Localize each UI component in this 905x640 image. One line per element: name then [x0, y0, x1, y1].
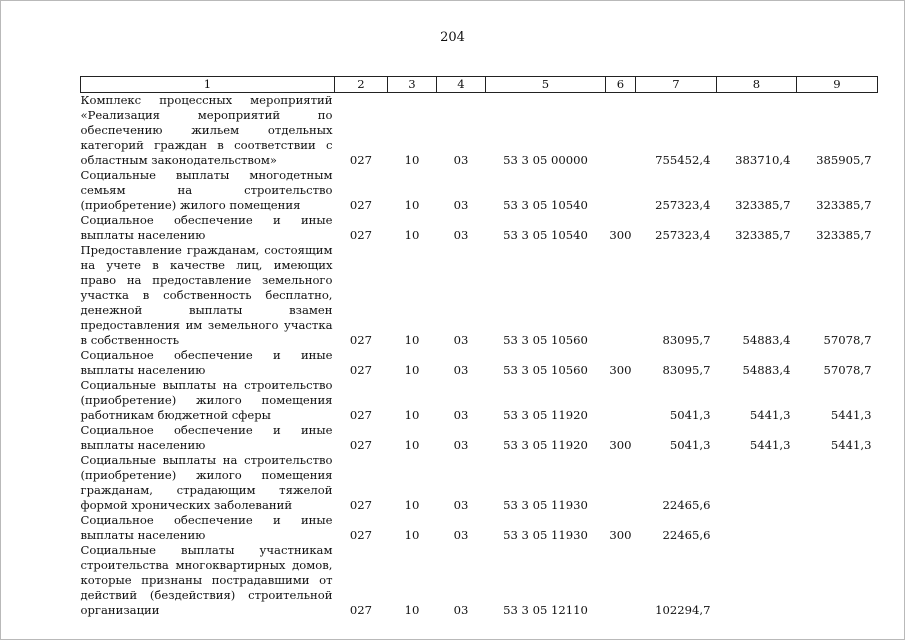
cell-section: 10: [404, 528, 420, 542]
row-name: Социальные выплаты на строительство (приобретение) жилого помещения гражданам, страдающим тяжелой формой хронических заболеваний: [80, 453, 333, 512]
cell-target-article: 53 3 05 10560: [503, 363, 588, 377]
table-row: [81, 513, 878, 543]
cell-ministry: 027: [349, 198, 373, 212]
cell-ministry: 027: [349, 438, 373, 452]
cell-expense-type: [606, 93, 636, 169]
cell-amount-col8: 5441,3: [749, 408, 791, 422]
cell-subsection: 03: [453, 498, 469, 512]
cell-amount-col8: 5441,3: [749, 438, 791, 452]
cell-amount-col7: 83095,7: [662, 333, 711, 347]
cell-amount-col8: [717, 513, 797, 543]
row-name: Социальные выплаты на строительство (приобретение) жилого помещения работникам бюджетной сферы: [80, 378, 333, 422]
cell-section: 10: [404, 603, 420, 617]
table-row: [81, 543, 878, 618]
cell-section: 10: [404, 333, 420, 347]
cell-subsection: 03: [453, 228, 469, 242]
cell-expense-type: 300: [609, 228, 632, 242]
column-header: 4: [437, 77, 486, 93]
cell-target-article: 53 3 05 11920: [503, 408, 588, 422]
cell-target-article: 53 3 05 12110: [503, 603, 588, 617]
cell-amount-col9: 57078,7: [823, 363, 872, 377]
cell-section: 10: [404, 153, 420, 167]
cell-amount-col9: 323385,7: [816, 198, 872, 212]
table-row: [81, 213, 878, 243]
column-header: 1: [81, 77, 335, 93]
cell-subsection: 03: [453, 408, 469, 422]
table-row: [81, 453, 878, 513]
cell-ministry: 027: [349, 603, 373, 617]
column-header: 2: [335, 77, 388, 93]
cell-ministry: 027: [349, 333, 373, 347]
cell-ministry: 027: [349, 528, 373, 542]
column-header: 9: [797, 77, 878, 93]
cell-target-article: 53 3 05 10540: [503, 228, 588, 242]
cell-target-article: 53 3 05 10540: [503, 198, 588, 212]
cell-amount-col7: 5041,3: [669, 438, 711, 452]
cell-expense-type: [606, 453, 636, 513]
cell-target-article: 53 3 05 11930: [503, 498, 588, 512]
column-header: 6: [606, 77, 636, 93]
table-row: [81, 378, 878, 423]
cell-amount-col7: 257323,4: [655, 198, 711, 212]
cell-target-article: 53 3 05 11920: [503, 438, 588, 452]
cell-amount-col7: 22465,6: [662, 498, 711, 512]
cell-subsection: 03: [453, 198, 469, 212]
cell-target-article: 53 3 05 11930: [503, 528, 588, 542]
cell-amount-col8: [717, 543, 797, 618]
cell-amount-col8: 54883,4: [742, 363, 791, 377]
table-header-row: [81, 77, 878, 93]
cell-subsection: 03: [453, 438, 469, 452]
row-name: Социальное обеспечение и иные выплаты населению: [80, 513, 333, 542]
cell-ministry: 027: [349, 153, 373, 167]
column-header: 3: [388, 77, 437, 93]
column-header: 8: [717, 77, 797, 93]
cell-ministry: 027: [349, 408, 373, 422]
cell-expense-type: 300: [609, 363, 632, 377]
cell-amount-col8: [717, 453, 797, 513]
cell-ministry: 027: [349, 498, 373, 512]
cell-section: 10: [404, 363, 420, 377]
cell-subsection: 03: [453, 528, 469, 542]
cell-section: 10: [404, 228, 420, 242]
cell-expense-type: [606, 243, 636, 348]
cell-subsection: 03: [453, 603, 469, 617]
cell-amount-col7: 22465,6: [662, 528, 711, 542]
row-name: Предоставление гражданам, состоящим на учете в качестве лиц, имеющих право на предоставление земельного участка в собственность бесплатно, денежной выплаты взамен предоставления им земельного участка в собственность: [80, 243, 333, 347]
table-row: [81, 168, 878, 213]
row-name: Социальное обеспечение и иные выплаты населению: [80, 213, 333, 242]
budget-table: [80, 76, 878, 618]
cell-amount-col7: 83095,7: [662, 363, 711, 377]
page-number: 204: [440, 30, 465, 45]
cell-amount-col7: 102294,7: [655, 603, 711, 617]
cell-amount-col9: 385905,7: [816, 153, 872, 167]
cell-amount-col9: [797, 453, 878, 513]
cell-amount-col8: 383710,4: [735, 153, 791, 167]
table-row: [81, 348, 878, 378]
row-name: Комплекс процессных мероприятий «Реализация мероприятий по обеспечению жильем отдельных категорий граждан в соответствии с областным законодательством»: [80, 93, 333, 167]
table-row: [81, 423, 878, 453]
cell-amount-col7: 755452,4: [655, 153, 711, 167]
cell-amount-col9: 5441,3: [830, 408, 872, 422]
cell-amount-col7: 5041,3: [669, 408, 711, 422]
cell-subsection: 03: [453, 153, 469, 167]
cell-section: 10: [404, 438, 420, 452]
cell-amount-col8: 54883,4: [742, 333, 791, 347]
cell-expense-type: [606, 543, 636, 618]
cell-expense-type: 300: [609, 438, 632, 452]
cell-subsection: 03: [453, 333, 469, 347]
cell-target-article: 53 3 05 10560: [503, 333, 588, 347]
cell-amount-col7: 257323,4: [655, 228, 711, 242]
cell-subsection: 03: [453, 363, 469, 377]
column-header: 7: [636, 77, 717, 93]
cell-amount-col9: 323385,7: [816, 228, 872, 242]
cell-amount-col9: 57078,7: [823, 333, 872, 347]
cell-section: 10: [404, 408, 420, 422]
table-row: [81, 93, 878, 169]
cell-amount-col9: [797, 543, 878, 618]
column-header: 5: [486, 77, 606, 93]
row-name: Социальное обеспечение и иные выплаты населению: [80, 423, 333, 452]
cell-section: 10: [404, 498, 420, 512]
row-name: Социальные выплаты участникам строительства многоквартирных домов, которые признаны пострадавшими от действий (бездействия) строительной организации: [80, 543, 333, 617]
cell-expense-type: [606, 168, 636, 213]
table-row: [81, 243, 878, 348]
row-name: Социальное обеспечение и иные выплаты населению: [80, 348, 333, 377]
cell-expense-type: 300: [609, 528, 632, 542]
cell-ministry: 027: [349, 228, 373, 242]
cell-target-article: 53 3 05 00000: [503, 153, 588, 167]
cell-amount-col9: [797, 513, 878, 543]
cell-amount-col8: 323385,7: [735, 198, 791, 212]
cell-expense-type: [606, 378, 636, 423]
cell-section: 10: [404, 198, 420, 212]
cell-ministry: 027: [349, 363, 373, 377]
row-name: Социальные выплаты многодетным семьям на строительство (приобретение) жилого помещения: [80, 168, 333, 212]
cell-amount-col8: 323385,7: [735, 228, 791, 242]
cell-amount-col9: 5441,3: [830, 438, 872, 452]
